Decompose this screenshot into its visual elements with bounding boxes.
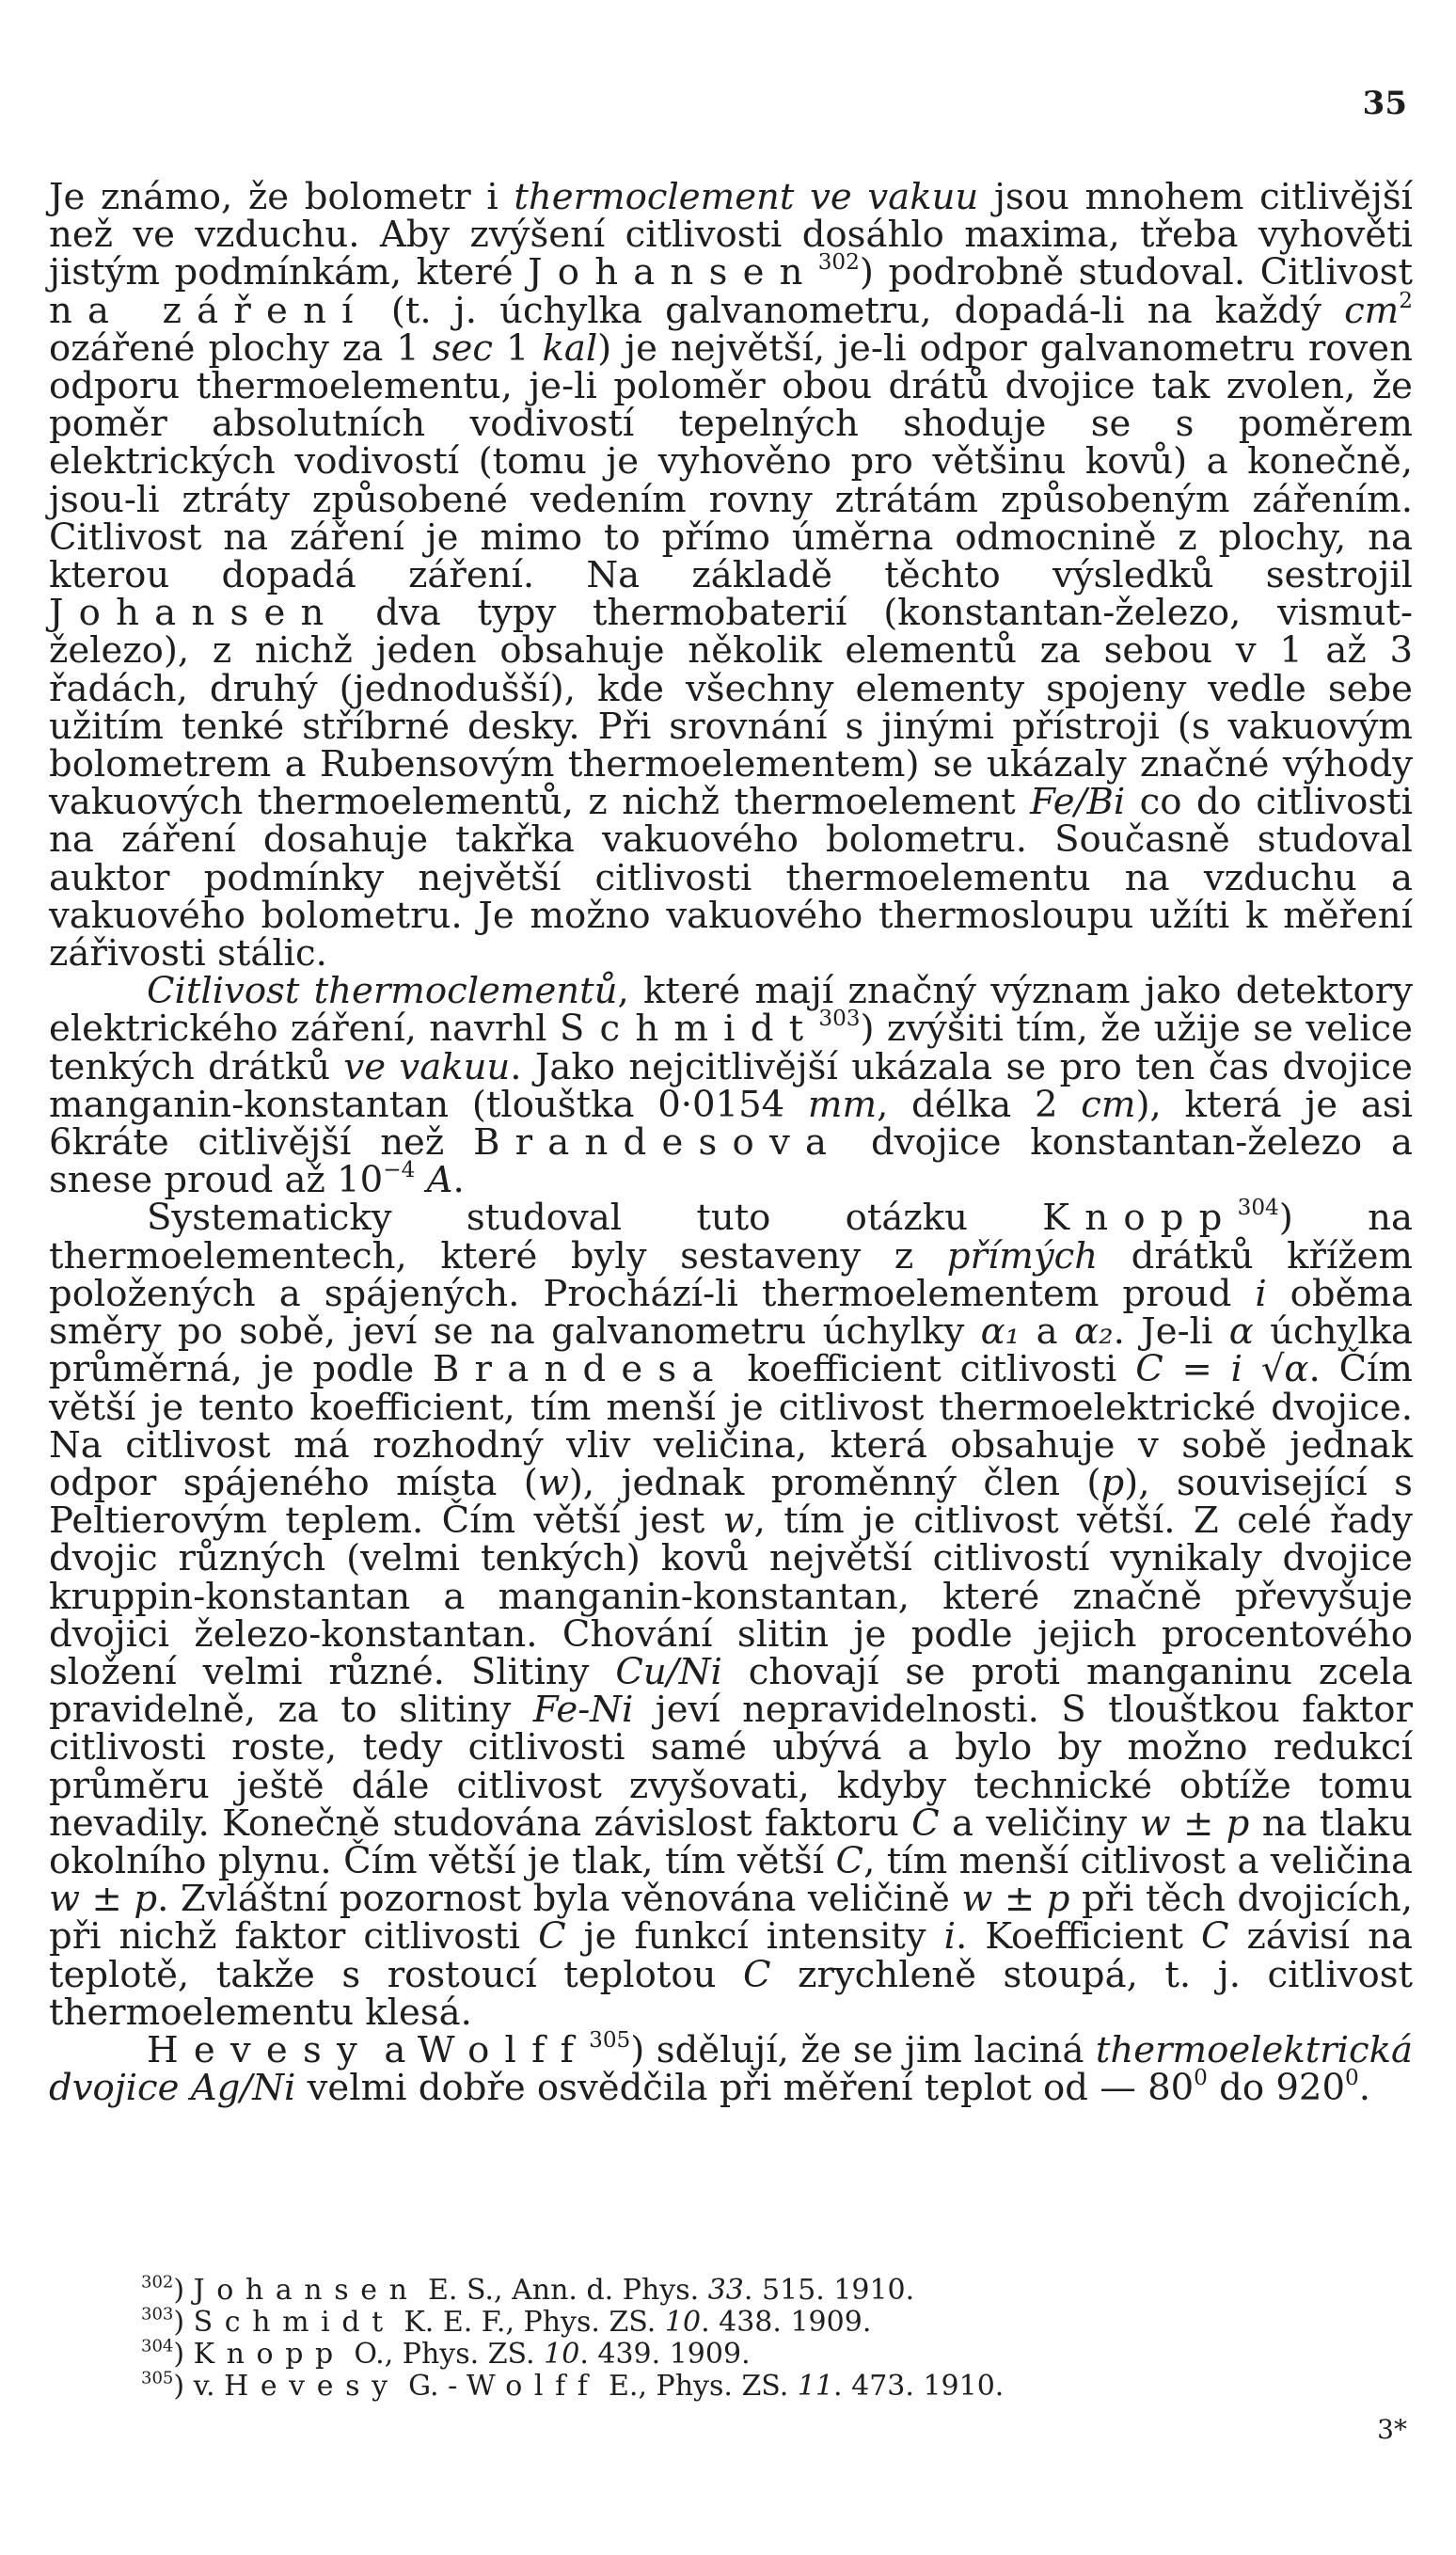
spaced-name: Johansen bbox=[528, 251, 818, 294]
spaced-name: Schmidt bbox=[559, 1008, 819, 1051]
text-run: oběma směry po sobě, jeví se na galvanometru úchylky bbox=[49, 1272, 1413, 1354]
italic-text: C bbox=[538, 1915, 566, 1959]
text-run: . Je-li bbox=[1113, 1310, 1229, 1354]
footnote bbox=[141, 2368, 1364, 2403]
italic-text: 10 bbox=[544, 2338, 580, 2371]
italic-text: 33 bbox=[707, 2274, 744, 2307]
italic-text: Citlivost thermoclementů bbox=[147, 970, 618, 1013]
text-run: ) podrobně studoval. Citlivost bbox=[859, 251, 1413, 294]
text-run: a veličiny bbox=[939, 1801, 1140, 1845]
spaced-name: Hevesy bbox=[224, 2370, 400, 2403]
page-number: 35 bbox=[1362, 85, 1407, 122]
spaced-name: Johansen bbox=[49, 592, 340, 635]
text-run: E. S., Ann. d. Phys. bbox=[419, 2274, 708, 2307]
spaced-name: Wolff bbox=[417, 2028, 590, 2071]
italic-text: α₂ bbox=[1074, 1310, 1114, 1354]
superscript-text: 303 bbox=[141, 2304, 174, 2325]
text-run: , tím menší citlivost a veličina bbox=[863, 1839, 1413, 1882]
italic-text: w bbox=[537, 1461, 569, 1504]
text-run: ), která je asi 6kráte citlivější než bbox=[49, 1083, 1413, 1165]
text-run: (t. j. úchylka galvanometru, dopadá-li na každý bbox=[368, 289, 1345, 332]
italic-text: thermoclement ve vakuu bbox=[514, 176, 979, 218]
text-run: , délka 2 bbox=[877, 1083, 1082, 1126]
footnote bbox=[141, 2304, 1364, 2339]
text-run: velmi dobře osvědčila při měření teplot od — 80 bbox=[295, 2067, 1195, 2110]
text-run: . Čím větší je tento koefficient, tím menší je citlivost thermoelektrické dvojice. Na citlivost má rozhodný vliv veličina, která obsahuje v sobě jednak odpor spájeného místa ( bbox=[49, 1348, 1414, 1504]
italic-text: w ± p bbox=[49, 1878, 158, 1921]
text-run: Systematicky studoval tuto otázku bbox=[147, 1197, 1043, 1240]
paragraph bbox=[49, 2027, 1413, 2110]
text-run: a bbox=[372, 2028, 418, 2071]
italic-text: i bbox=[1255, 1272, 1267, 1315]
text-run: . 439. 1909. bbox=[579, 2338, 751, 2371]
spaced-name: Knopp bbox=[193, 2338, 345, 2371]
spaced-name: Schmidt bbox=[193, 2306, 395, 2339]
text-run: ) na thermoelementech, které byly sestaveny z bbox=[49, 1197, 1413, 1278]
superscript-text: −4 bbox=[383, 1158, 416, 1183]
italic-text: cm bbox=[1081, 1083, 1136, 1126]
italic-text: thermoelektrická dvojice Ag/Ni bbox=[49, 2028, 1413, 2110]
text-run: E., Phys. ZS. bbox=[599, 2370, 798, 2403]
text-run: ), související s Peltierovým teplem. Čím větší jest bbox=[49, 1461, 1413, 1543]
paragraph bbox=[49, 1196, 1414, 2034]
text-run: ) bbox=[173, 2338, 194, 2371]
text-run: . bbox=[452, 1159, 465, 1202]
text-run: dva typy thermobaterií (konstantan-železo, vismut-železo), z nichž jeden obsahuje několik elementů za sebou v 1 až 3 řadách, druhý (jednodušší), kde všechny elementy spojeny vedle sebe užitím tenké stříbrné desky. Při srovnání s jinými přístroji (s vakuovým bolometrem a Rubensovým thermoelementem) se ukázaly značné výhody vakuových thermoelementů, z nichž thermoelement bbox=[49, 592, 1413, 824]
superscript-text: 303 bbox=[818, 1007, 861, 1032]
italic-text: sec bbox=[432, 326, 493, 370]
spaced-name: Brandesa bbox=[432, 1348, 729, 1391]
text-run: K. E. F., Phys. ZS. bbox=[394, 2306, 665, 2339]
text-run: drátků křížem položených a spájených. Prochází-li thermoelementem proud bbox=[49, 1234, 1414, 1315]
superscript-text: 305 bbox=[589, 2027, 631, 2053]
text-run: ) sdělují, že se jim laciná bbox=[630, 2028, 1096, 2071]
superscript-text: 2 bbox=[1399, 288, 1413, 313]
italic-text: w bbox=[722, 1500, 754, 1543]
paragraph bbox=[49, 176, 1413, 976]
text-run: koefficient citlivosti bbox=[728, 1348, 1136, 1391]
text-run: G. - bbox=[399, 2370, 467, 2403]
text-run: ozářené plochy za 1 bbox=[49, 326, 433, 370]
superscript-text: 302 bbox=[817, 250, 860, 276]
text-run: . 473. 1910. bbox=[833, 2370, 1005, 2403]
italic-text: kal bbox=[542, 326, 598, 370]
text-run: a bbox=[1020, 1310, 1075, 1354]
footnote bbox=[141, 2336, 1364, 2371]
text-run: při těch dvojicích, při nichž faktor citlivosti bbox=[49, 1878, 1413, 1959]
superscript-text: 305 bbox=[141, 2368, 174, 2388]
superscript-text: 304 bbox=[141, 2336, 174, 2357]
italic-text: C bbox=[835, 1839, 864, 1882]
text-run: O., Phys. ZS. bbox=[344, 2338, 545, 2371]
italic-text: w ± p bbox=[1139, 1801, 1250, 1845]
italic-text: w ± p bbox=[961, 1878, 1070, 1921]
text-run: ), jednak proměnný člen ( bbox=[568, 1461, 1101, 1504]
text-run: . 515. 1910. bbox=[743, 2274, 915, 2307]
footnote bbox=[141, 2272, 1364, 2307]
text-run: . Jako nejcitlivější ukázala se pro ten čas dvojice manganin-konstantan (tlouštka 0·0154 bbox=[49, 1045, 1413, 1126]
superscript-text: 304 bbox=[1237, 1196, 1279, 1221]
superscript-text: 0 bbox=[1345, 2065, 1359, 2090]
italic-text: C bbox=[1200, 1915, 1229, 1959]
spaced-name: Wolff bbox=[466, 2370, 600, 2403]
italic-text: mm bbox=[807, 1083, 878, 1126]
text-run: úchylka průměrná, je podle bbox=[49, 1310, 1414, 1391]
spaced-name: Brandesova bbox=[473, 1121, 843, 1165]
italic-text: p bbox=[1100, 1461, 1125, 1504]
footnotes bbox=[141, 2272, 1364, 2403]
signature-mark: 3* bbox=[1377, 2414, 1407, 2445]
superscript-text: 302 bbox=[141, 2272, 174, 2293]
text-run: na tlaku okolního plynu. Čím větší je tlak, tím větší bbox=[49, 1801, 1413, 1882]
text-run: . Zvláštní pozornost byla věnována veličině bbox=[157, 1878, 962, 1921]
text-run: 1 bbox=[492, 326, 543, 370]
italic-text: Fe/Bi bbox=[1030, 781, 1126, 824]
italic-text: Fe-Ni bbox=[532, 1689, 634, 1732]
text-run: chovají se proti manganinu zcela pravidelně, za to slitiny bbox=[49, 1650, 1413, 1732]
italic-text: C = i √α bbox=[1135, 1348, 1309, 1391]
italic-text: α₁ bbox=[980, 1310, 1021, 1354]
spaced-name: Knopp bbox=[1042, 1197, 1238, 1240]
text-run: ) v. bbox=[173, 2370, 225, 2403]
text-run: . bbox=[1358, 2067, 1370, 2110]
text-run: ) zvýšiti tím, že užije se velice tenkých drátků bbox=[49, 1008, 1413, 1088]
italic-text: cm bbox=[1344, 289, 1400, 332]
text-run: jeví nepravidelnosti. S tlouštkou faktor citlivosti roste, tedy citlivosti samé ubývá a bylo by možno redukcí průměru ještě dále citlivost zvyšovati, kdyby technické obtíže tomu nevadily. Konečně studována závislost faktoru bbox=[49, 1689, 1413, 1845]
italic-text: α bbox=[1228, 1310, 1254, 1354]
italic-text: C bbox=[743, 1953, 771, 1996]
text-run: ) je největší, je-li odpor galvanometru roven odporu thermoelementu, je-li poloměr obou drátů dvojice tak zvolen, že poměr absolutních vodivostí tepelných shoduje se s poměrem elektrických vodivostí (tomu je vyhověno pro většinu kovů) a konečně, jsou-li ztráty způsobené vedením rovny ztrátám způsobeným zářením. Citlivost na záření je mimo to přímo úměrna odmocnině z plochy, na kterou dopadá záření. Na základě těchto výsledků sestrojil bbox=[49, 326, 1413, 597]
superscript-text: 0 bbox=[1194, 2065, 1208, 2090]
text-run bbox=[415, 1159, 426, 1201]
text-run: . Koefficient bbox=[955, 1915, 1201, 1959]
text-run: jsou mnohem citlivější než ve vzduchu. Aby zvýšení citlivosti dosáhlo maxima, třeba vyhověti jistým podmínkám, které bbox=[49, 176, 1413, 294]
italic-text: 10 bbox=[664, 2306, 702, 2339]
text-run: Je známo, že bolometr i bbox=[49, 176, 514, 218]
italic-text: C bbox=[911, 1801, 940, 1845]
text-run: . 438. 1909. bbox=[701, 2306, 872, 2339]
italic-text: Cu/Ni bbox=[615, 1650, 722, 1693]
italic-text: 11 bbox=[797, 2370, 834, 2403]
text-run: co do citlivosti na záření dosahuje takřka vakuového bolometru. Současně studoval auktor podmínky největší citlivosti thermoelementu na vzduchu a vakuového bolometru. Je možno vakuového thermosloupu užíti k měření zářivosti stálic. bbox=[49, 781, 1413, 976]
body-text bbox=[49, 176, 1414, 2110]
italic-text: přímých bbox=[946, 1234, 1099, 1278]
italic-text: i bbox=[943, 1915, 956, 1959]
spaced-name: Johansen bbox=[193, 2274, 419, 2307]
text-run: ) bbox=[173, 2274, 194, 2307]
paragraph bbox=[49, 970, 1413, 1202]
text-run: dvojice konstantan-železo a snese proud až 10 bbox=[49, 1121, 1413, 1202]
spaced-name: Hevesy bbox=[147, 2028, 372, 2071]
text-run: ) bbox=[173, 2306, 194, 2339]
italic-text: A bbox=[426, 1159, 453, 1202]
italic-text: ve vakuu bbox=[343, 1045, 511, 1088]
text-run: závisí na teplotě, takže s rostoucí teplotou bbox=[49, 1915, 1413, 1996]
text-run: je funkcí intensity bbox=[565, 1915, 944, 1959]
text-run: , které mají značný význam jako detektory elektrického záření, navrhl bbox=[49, 970, 1413, 1051]
spaced-name: na záření bbox=[49, 289, 369, 332]
text-run: zrychleně stoupá, t. j. citlivost thermoelementu klesá. bbox=[49, 1953, 1413, 2034]
text-run: do 920 bbox=[1207, 2067, 1345, 2110]
text-run: , tím je citlivost větší. Z celé řady dvojic různých (velmi tenkých) kovů největší citlivostí vynikaly dvojice kruppin-konstantan a manganin-konstantan, které značně převyšuje dvojici železo-konstantan. Chování slitin je podle jejich procentového složení velmi různé. Slitiny bbox=[49, 1500, 1413, 1693]
